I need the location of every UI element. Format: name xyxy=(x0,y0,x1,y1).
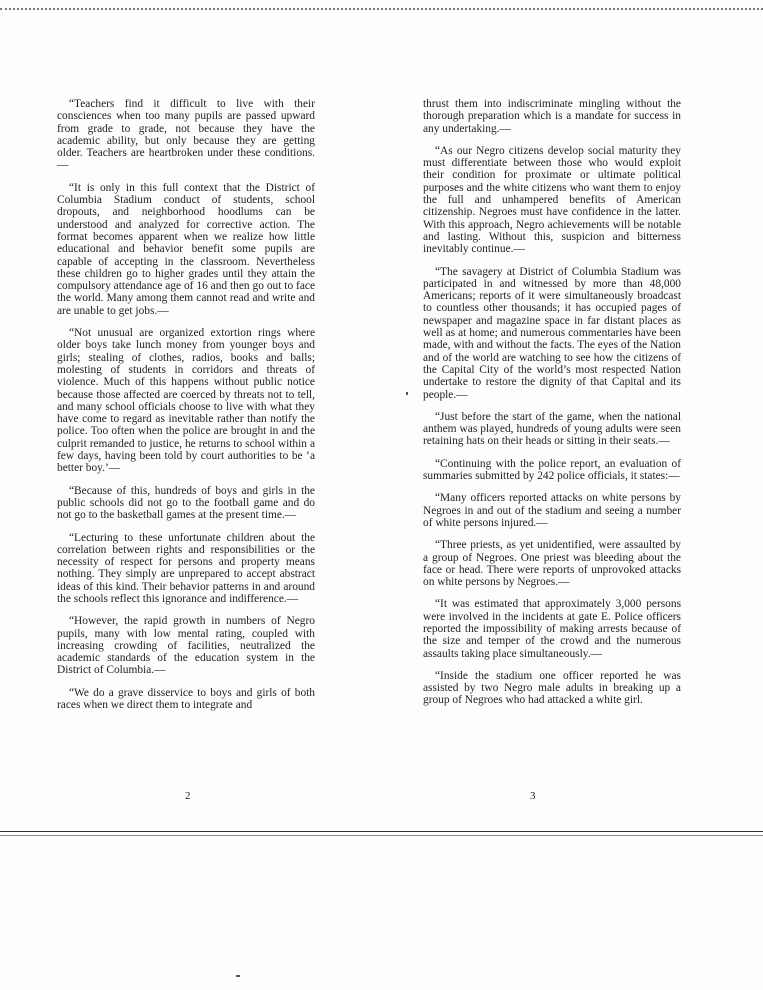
paragraph: “As our Negro citizens develop social maturity they must differentiate between those who would exploit their condition for proximate or ultimate political purposes and the white citizens who want them to enjoy the full and unhampered benefits of American citizenship. Negroes must have confidence in the latter. With this approach, Negro achievements will be notable and lasting. Without this, suspicion and bitterness inevitably continue.— xyxy=(423,144,681,256)
left-column xyxy=(57,98,315,721)
right-column xyxy=(423,98,681,717)
bottom-border-rule-secondary xyxy=(0,835,763,836)
paragraph: thrust them into indiscriminate mingling without the thorough preparation which is a mandate for success in any undertaking.— xyxy=(423,98,681,135)
top-border-rule xyxy=(0,0,763,10)
bottom-border-rule xyxy=(0,831,763,832)
paragraph: “It was estimated that approximately 3,000 persons were involved in the incidents at gate E. Police officers reported the impossibility of making arrests because of the size and temper of the crowd and the numerous assaults taking place simultaneously.— xyxy=(423,598,681,660)
paragraph: “However, the rapid growth in numbers of Negro pupils, many with low mental rating, coupled with increasing crowding of facilities, neutralized the academic standards of the education system in the District of Columbia.— xyxy=(57,615,315,677)
paragraph: “We do a grave disservice to boys and girls of both races when we direct them to integrate and xyxy=(57,686,315,712)
paragraph: “Not unusual are organized extortion rings where older boys take lunch money from younger boys and girls; stealing of clothes, radios, books and balls; molesting of students in corridors and threats of violence. Much of this happens without public notice because those affected are coerced by threats not to tell, and many school officials choose to live with what they have come to regard as inevitable rather than notify the police. Too often when the police are brought in and the culprit remanded to justice, he returns to school within a few days, having been told by court authorities to be ‘a better boy.’— xyxy=(57,327,315,475)
paragraph: “It is only in this full context that the District of Columbia Stadium conduct of students, school dropouts, and neighborhood hoodlums can be understood and analyzed for corrective action. The format becomes apparent when we realize how little educational and behavior benefit some pupils are capable of accepting in the classroom. Nevertheless these children go to higher grades until they attain the compulsory attendance age of 16 and then go out to face the world. Many among them cannot read and write and are unable to get jobs.— xyxy=(57,181,315,317)
paragraph: “Teachers find it difficult to live with their consciences when too many pupils are passed upward from grade to grade, not because they have the academic ability, but only because they are getting older. Teachers are heartbroken under these conditions.— xyxy=(57,98,315,172)
paragraph: “Three priests, as yet unidentified, were assaulted by a group of Negroes. One priest was bleeding about the face or head. There were reports of unprovoked attacks on white persons by Negroes.— xyxy=(423,539,681,589)
paragraph: “Inside the stadium one officer reported he was assisted by two Negro male adults in breaking up a group of Negroes who had attacked a white girl. xyxy=(423,669,681,707)
paragraph: “Just before the start of the game, when the national anthem was played, hundreds of young adults were seen retaining hats on their heads or sitting in their seats.— xyxy=(423,410,681,448)
page-number-right: 3 xyxy=(530,790,536,802)
page-number-left: 2 xyxy=(185,790,191,802)
paragraph: “Many officers reported attacks on white persons by Negroes in and out of the stadium and seeing a number of white persons injured.— xyxy=(423,492,681,529)
paragraph: “The savagery at District of Columbia Stadium was participated in and witnessed by more than 48,000 Americans; reports of it were simultaneously broadcast to countless other thousands; it has occupied pages of newspaper and magazine space in far distant places as well as at home; and numerous commentaries have been made, with and without the facts. The eyes of the Nation and of the world are watching to see how the citizens of the Capital City of the world’s most respected Nation undertake to restore the dignity of that Capital and its people.— xyxy=(423,265,681,401)
scan-speck xyxy=(236,975,240,977)
paragraph: “Continuing with the police report, an evaluation of summaries submitted by 242 police officials, it states:— xyxy=(423,457,681,483)
paragraph: “Because of this, hundreds of boys and girls in the public schools did not go to the football game and do not go to the basketball games at the present time.— xyxy=(57,484,315,522)
scan-speck xyxy=(406,392,408,395)
paragraph: “Lecturing to these unfortunate children about the correlation between rights and responsibilities or the necessity of respect for persons and property means nothing. They simply are unprepared to accept abstract ideas of this kind. Their behavior patterns in and around the schools reflect this ignorance and indifference.— xyxy=(57,531,315,605)
